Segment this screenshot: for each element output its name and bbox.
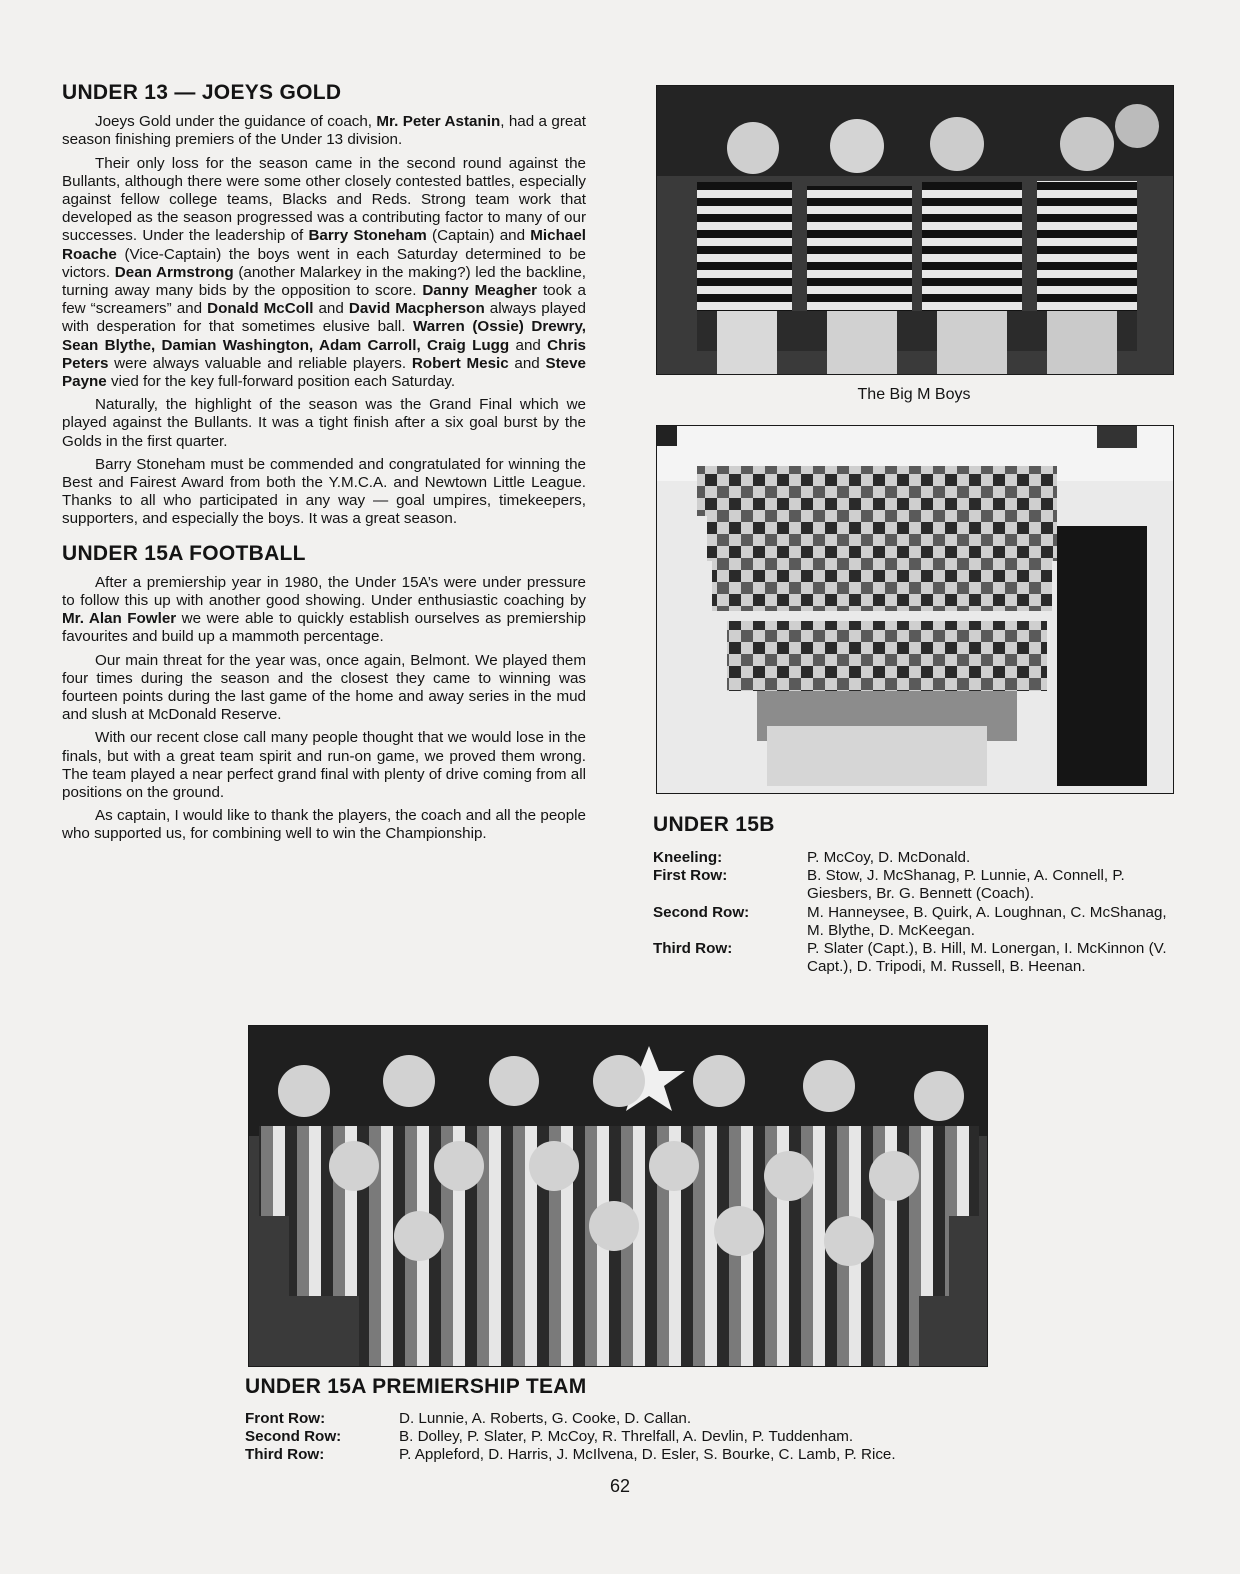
- photo-under-15a-premiership: [248, 1025, 988, 1367]
- roster-names: P. Appleford, D. Harris, J. McIlvena, D. Esler, S. Bourke, C. Lamb, P. Rice.: [399, 1446, 896, 1464]
- roster-names: M. Hanneysee, B. Quirk, A. Loughnan, C. McShanag, M. Blythe, D. McKeegan.: [807, 903, 1167, 939]
- roster-row: [653, 940, 1178, 976]
- roster-label: Kneeling:: [653, 849, 723, 866]
- article2-paragraph-2: Our main threat for the year was, once again, Belmont. We played them four times during the season and the closest they came to winning was fourteen points during the last game of the home and away series in the mud and slush at McDonald Reserve.: [62, 651, 586, 724]
- photo-under-15b-image: [657, 426, 1173, 793]
- article2-paragraph-4: As captain, I would like to thank the players, the coach and all the people who supported us, for combining well to win the Championship.: [62, 807, 586, 843]
- under-15b-title: UNDER 15B: [653, 813, 775, 836]
- roster-row: [245, 1446, 1045, 1464]
- article2-paragraph-3: With our recent close call many people thought that we would lose in the finals, but with a great team spirit and run-on game, we proved them wrong. The team played a near perfect grand final with plenty of drive coming from all positions on the ground.: [62, 729, 586, 802]
- premiership-roster: [245, 1410, 1045, 1465]
- article1-paragraph-2: Their only loss for the season came in the second round against the Bullants, although there were some other closely contested battles, especially against fellow college teams, Blacks and Reds. Strong team work that developed as the season progressed was a contributing factor to many of our successes. Under the leadership of Barry Stoneham (Captain) and Michael Roache (Vice-Captain) the boys went in each Saturday determined to be victors. Dean Armstrong (another Malarkey in the making?) led the backline, turning away many bids by the opposition to score. Danny Meagher took a few “screamers” and Donald McColl and David Macpherson always played with desperation for that sometimes elusive ball. Warren (Ossie) Drewry, Sean Blythe, Damian Washington, Adam Carroll, Craig Lugg and Chris Peters were always valuable and reliable players. Robert Mesic and Steve Payne vied for the key full-forward position each Saturday.: [62, 154, 587, 391]
- roster-names: B. Stow, J. McShanag, P. Lunnie, A. Connell, P. Giesbers, Br. G. Bennett (Coach).: [807, 867, 1125, 903]
- roster-row: [653, 904, 1178, 940]
- premiership-team-title: UNDER 15A PREMIERSHIP TEAM: [245, 1375, 587, 1398]
- page-number: 62: [609, 1476, 631, 1496]
- roster-label: Second Row:: [653, 903, 750, 921]
- roster-names: B. Dolley, P. Slater, P. McCoy, R. Threlfall, A. Devlin, P. Tuddenham.: [399, 1428, 854, 1446]
- roster-names: P. Slater (Capt.), B. Hill, M. Lonergan, I. McKinnon (V. Capt.), D. Tripodi, M. Russell, B. Heenan.: [807, 940, 1167, 976]
- photo-big-m-boys: [656, 85, 1174, 375]
- roster-label: Second Row:: [245, 1428, 342, 1446]
- article-title-under15a: UNDER 15A FOOTBALL: [62, 541, 306, 565]
- roster-row: [653, 867, 1178, 903]
- roster-row: [245, 1410, 1045, 1428]
- article1-paragraph-1: Joeys Gold under the guidance of coach, Mr. Peter Astanin, had a great season finishing premiers of the Under 13 division.: [62, 113, 586, 149]
- roster-label: Front Row:: [245, 1410, 326, 1427]
- article1-paragraph-3: Naturally, the highlight of the season was the Grand Final which we played against the Bullants. It was a tight finish after a six goal burst by the Golds in the first quarter.: [62, 396, 586, 450]
- photo-caption: The Big M Boys: [857, 386, 971, 403]
- roster-label: Third Row:: [653, 940, 733, 958]
- photo-premiership-image: [249, 1026, 987, 1366]
- roster-row: [653, 849, 1178, 867]
- roster-label: First Row:: [653, 867, 728, 885]
- article2-paragraph-1: After a premiership year in 1980, the Under 15A’s were under pressure to follow this up with another good showing. Under enthusiastic coaching by Mr. Alan Fowler we were able to quickly establish ourselves as premiership favourites and build up a mammoth percentage.: [62, 573, 586, 646]
- article1-paragraph-4: Barry Stoneham must be commended and congratulated for winning the Best and Fairest Award from both the Y.M.C.A. and Newtown Little League. Thanks to all who participated in any way — goal umpires, timekeepers, supporters, and especially the boys. It was a great season.: [62, 455, 586, 528]
- photo-under-15b-team: [656, 425, 1174, 794]
- under-15b-roster: [653, 849, 1178, 976]
- photo-big-m-boys-image: [657, 86, 1173, 374]
- roster-row: [245, 1428, 1045, 1446]
- roster-names: D. Lunnie, A. Roberts, G. Cooke, D. Callan.: [399, 1410, 692, 1427]
- article-title-under13: UNDER 13 — JOEYS GOLD: [62, 81, 342, 104]
- roster-names: P. McCoy, D. McDonald.: [807, 849, 971, 866]
- roster-label: Third Row:: [245, 1446, 325, 1464]
- left-column: [62, 80, 586, 849]
